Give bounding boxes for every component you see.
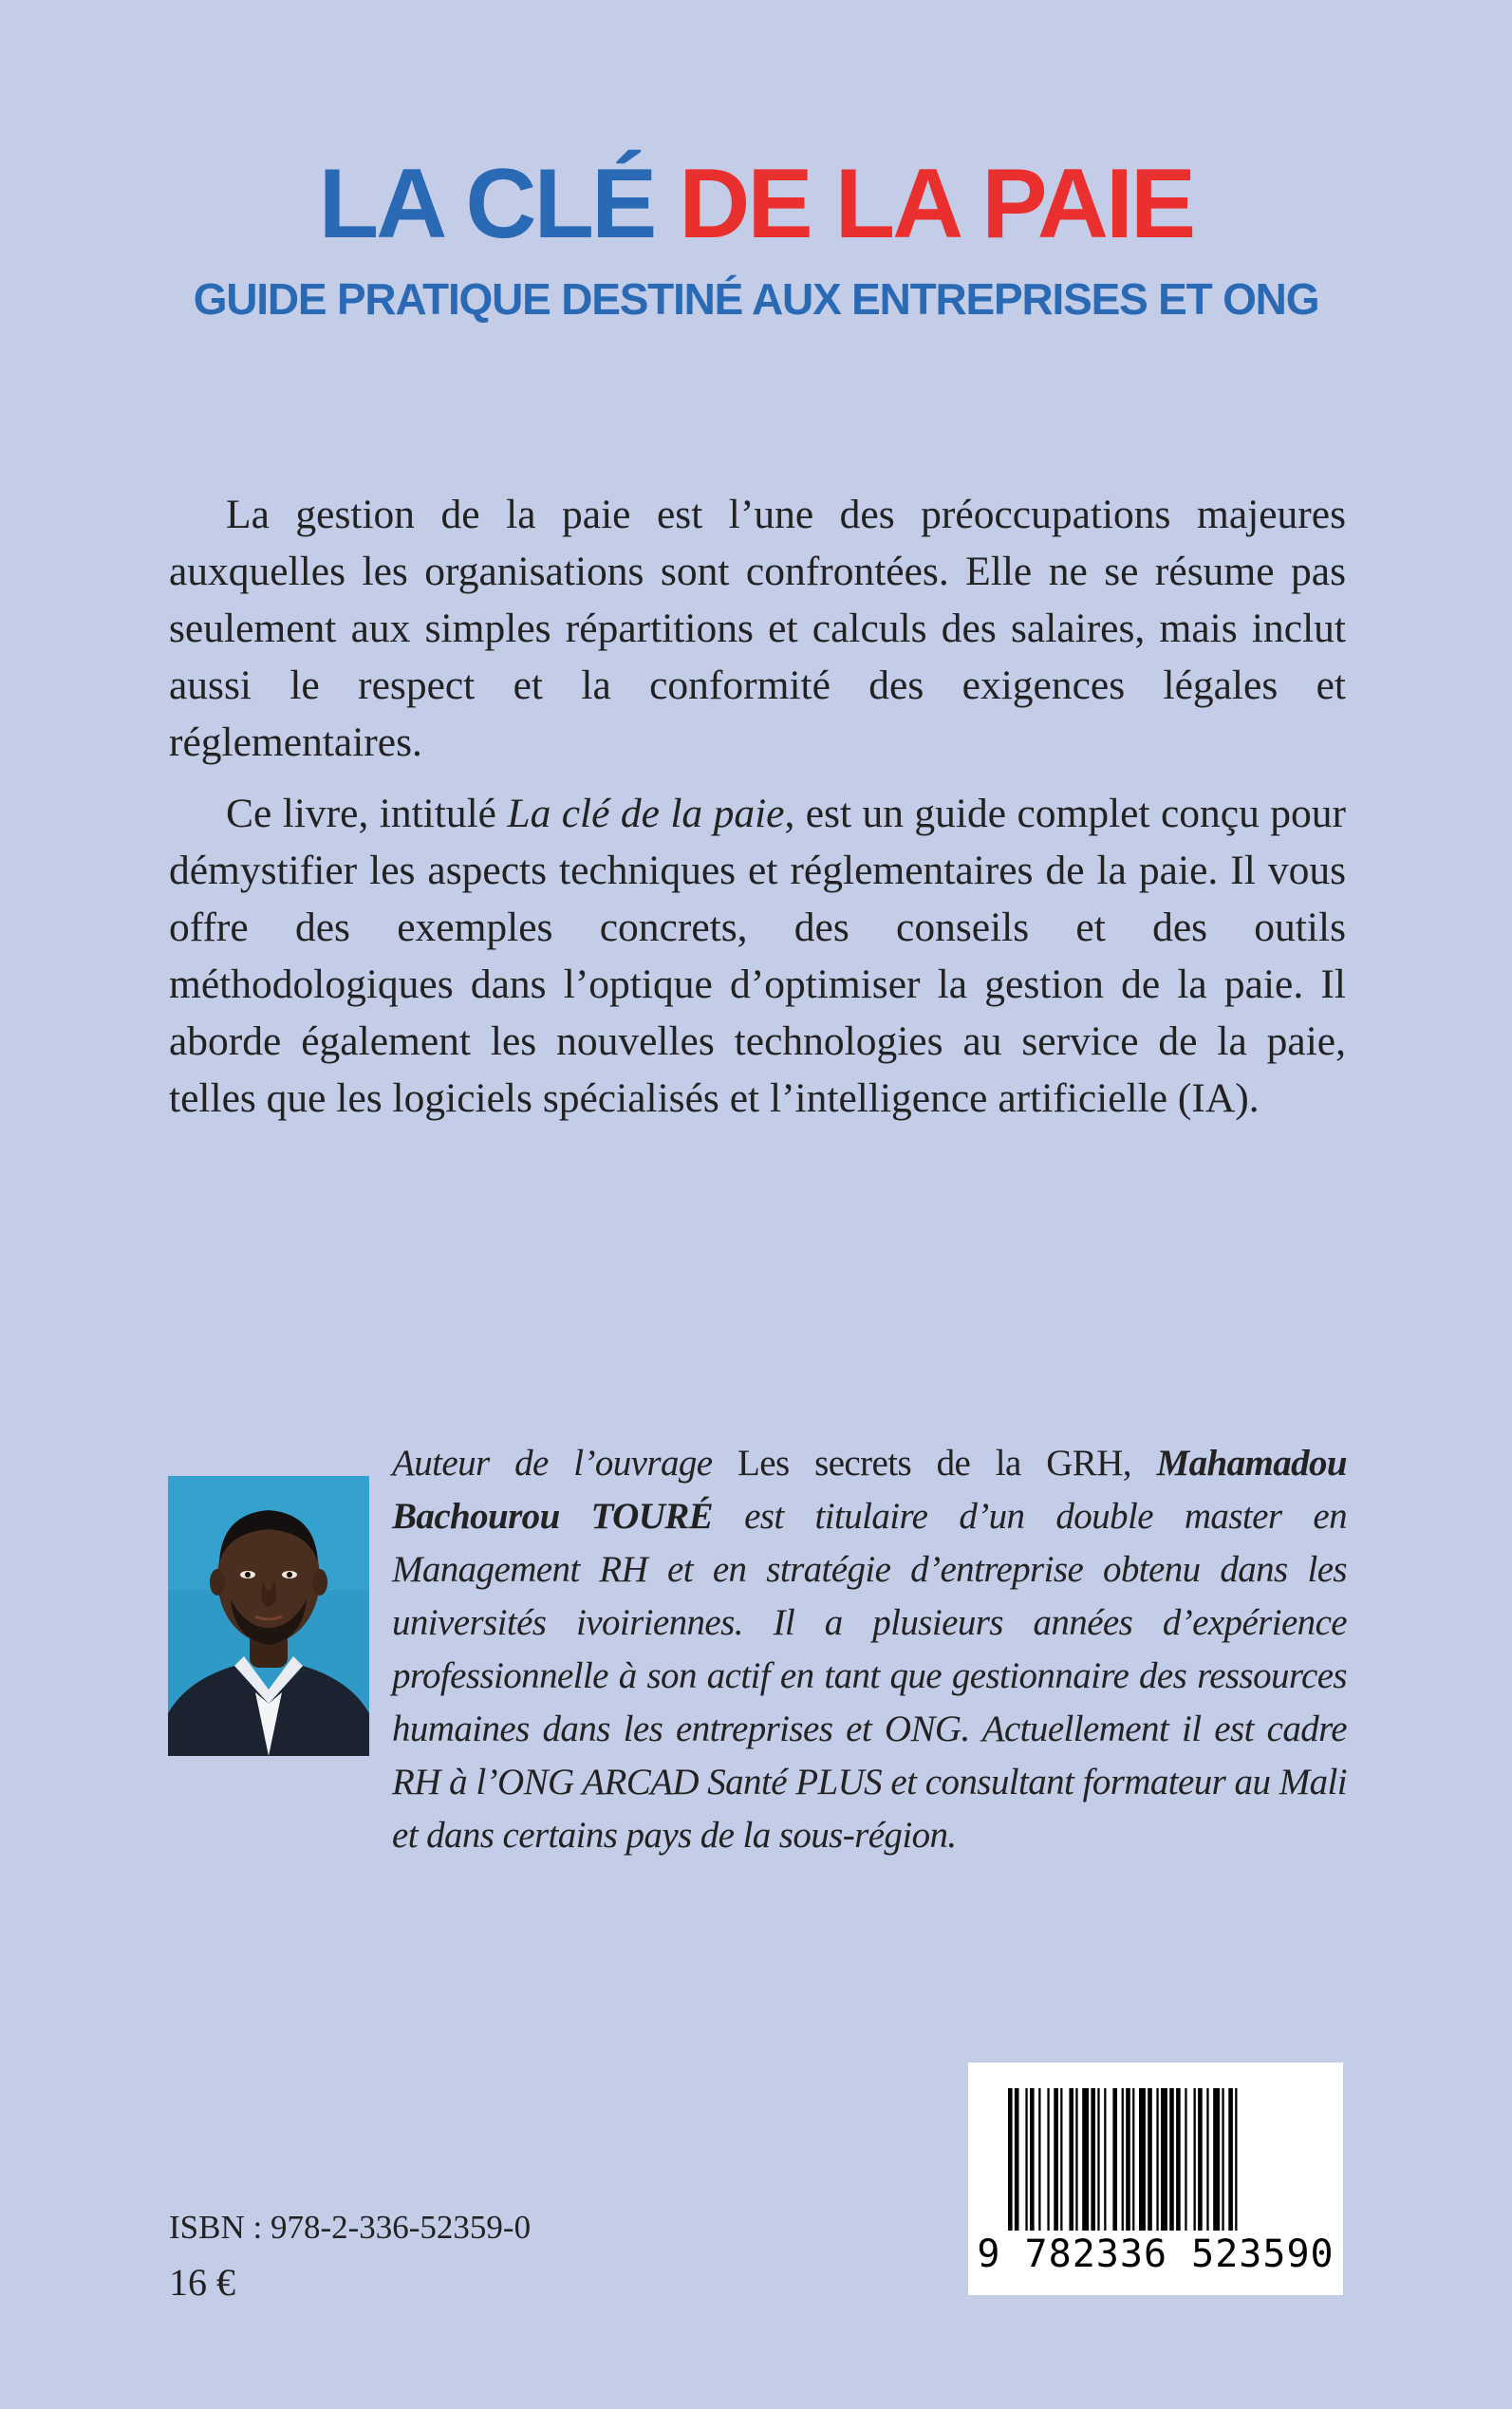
barcode-bar <box>1082 2088 1089 2231</box>
barcode-bar <box>1008 2088 1013 2231</box>
barcode-bar <box>1213 2088 1220 2231</box>
barcode-bar <box>1139 2088 1146 2231</box>
barcode-bar <box>1054 2088 1058 2231</box>
barcode-bar <box>1198 2088 1203 2231</box>
barcode-bar <box>1030 2088 1035 2231</box>
author-bio <box>392 1437 1347 1862</box>
barcode-bar <box>1176 2088 1181 2231</box>
barcode-bar <box>1122 2088 1124 2231</box>
bio-rest: est titulaire d’un double master en Management RH et en stratégie d’entreprise obtenu dans les universités ivoiriennes. Il a plusieurs années d’expérience professionnelle à son actif en tant que gestionnaire des ressources humaines dans les entreprises et ONG. Actuellement il est cadre RH à l’ONG ARCAD Santé PLUS et consultant formateur au Mali et dans certains pays de la sous-région. <box>392 1496 1347 1856</box>
title-part-red: DE LA PAIE <box>679 149 1194 259</box>
book-subtitle: GUIDE PRATIQUE DESTINÉ AUX ENTREPRISES ET ONG <box>193 274 1319 324</box>
barcode-bar <box>1194 2088 1196 2231</box>
barcode-bar <box>1069 2088 1073 2231</box>
barcode-bar <box>1156 2088 1158 2231</box>
blurb <box>169 486 1346 1127</box>
blurb-paragraph-2 <box>169 785 1346 1127</box>
barcode-bar <box>1047 2088 1049 2231</box>
barcode-bar <box>1091 2088 1095 2231</box>
barcode-bar <box>1060 2088 1062 2231</box>
previous-book-title: Les secrets de la GRH <box>737 1443 1123 1484</box>
barcode-bar <box>1038 2088 1040 2231</box>
price: 16 € <box>169 2261 235 2304</box>
barcode-bar <box>1075 2088 1077 2231</box>
author-name: Mahamadou Bachourou TOURÉ <box>392 1443 1347 1537</box>
barcode-bar <box>1206 2088 1208 2231</box>
blurb-paragraph-1: La gestion de la paie est l’une des préoccupations majeures auxquelles les organisations sont confrontées. Elle ne se résume pas seulement aux simples répartitions et calculs des salaires, mais inclut aussi le respect et la conformité des exigences légales et réglementaires. <box>169 492 1346 765</box>
barcode-bar <box>1104 2088 1106 2231</box>
barcode-bar <box>1228 2088 1233 2231</box>
book-title <box>0 142 1512 266</box>
barcode-bar <box>1235 2088 1237 2231</box>
barcode-bar <box>1126 2088 1130 2231</box>
bio-intro: Auteur de l’ouvrage <box>392 1443 738 1484</box>
title-part-blue: LA CLÉ <box>318 149 655 259</box>
barcode-bar <box>1132 2088 1134 2231</box>
barcode-digits: 9 782336 523590 <box>977 2232 1335 2276</box>
blurb-book-title: La clé de la paie <box>507 791 785 836</box>
blurb-p2-rest: , est un guide complet conçu pour démystifier les aspects techniques et réglementaires de la paie. Il vous offre des exemples concrets, des conseils et des outils méthodologiques dans l’optique d’optimiser la gestion de la paie. Il aborde également les nouvelles technologies au service de la paie, telles que les logiciels spécialisés et l’intelligence artificielle (IA). <box>169 791 1346 1121</box>
barcode-bar <box>1025 2088 1027 2231</box>
barcode-bar <box>1222 2088 1223 2231</box>
author-photo <box>168 1476 369 1756</box>
barcode-bar <box>1148 2088 1152 2231</box>
isbn: ISBN : 978-2-336-52359-0 <box>169 2209 532 2246</box>
barcode <box>968 2063 1343 2295</box>
barcode-bar <box>1097 2088 1099 2231</box>
barcode-bar <box>1169 2088 1174 2231</box>
blurb-p2-start: Ce livre, intitulé <box>226 791 508 836</box>
bio-separator: , <box>1122 1443 1157 1484</box>
barcode-bar <box>1161 2088 1167 2231</box>
barcode-bar <box>1015 2088 1019 2231</box>
barcode-bar <box>1112 2088 1117 2231</box>
barcode-bars <box>1004 2088 1308 2231</box>
barcode-bar <box>1185 2088 1186 2231</box>
